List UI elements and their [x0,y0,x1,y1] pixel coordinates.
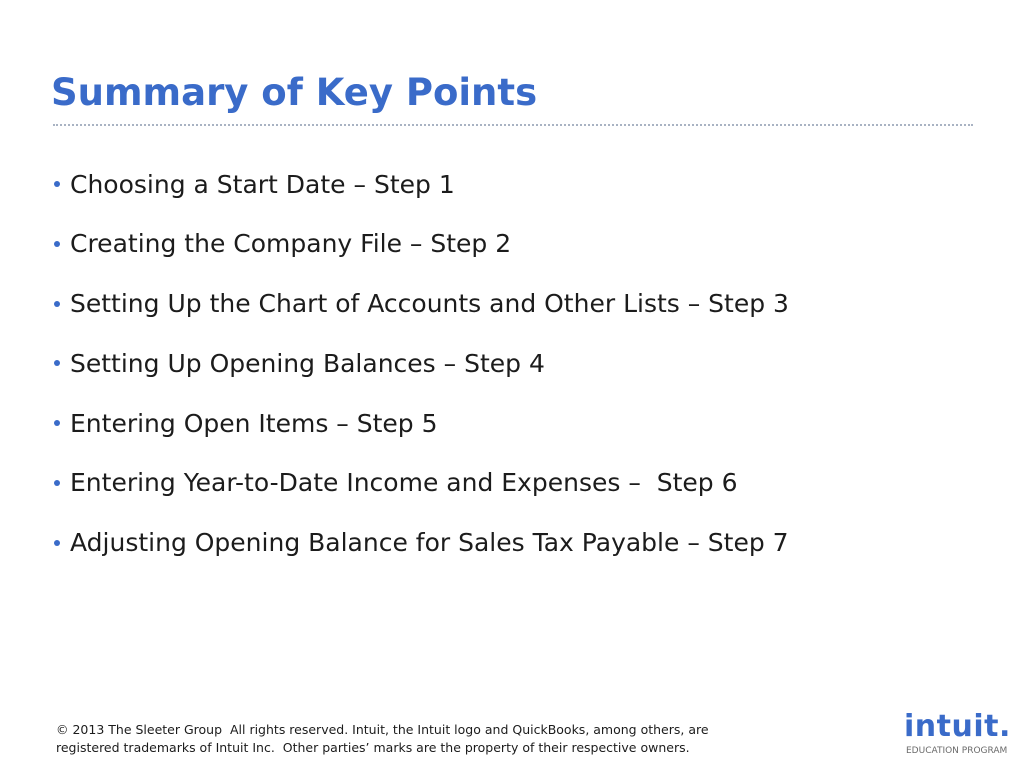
bullet-icon [54,301,60,307]
list-item-text: Entering Open Items – Step 5 [70,408,438,438]
bullet-icon [54,360,60,366]
list-item-text: Choosing a Start Date – Step 1 [70,169,455,199]
list-item [54,403,789,443]
copyright-line-2: registered trademarks of Intuit Inc. Other parties’ marks are the property of their respective owners. [56,740,690,755]
list-item [54,463,789,503]
list-item [54,284,789,324]
bullet-icon [54,480,60,486]
bullet-icon [54,181,60,187]
bullet-icon [54,540,60,546]
copyright-footer [56,721,846,757]
title-divider [53,124,973,126]
list-item-text: Entering Year-to-Date Income and Expenses – Step 6 [70,468,738,498]
list-item [54,224,789,264]
logo-tagline: EDUCATION PROGRAM [906,746,1008,756]
list-item [54,523,789,563]
list-item [54,164,789,204]
slide-title: Summary of Key Points [51,71,538,114]
bullet-icon [54,420,60,426]
list-item-text: Adjusting Opening Balance for Sales Tax Payable – Step 7 [70,528,789,558]
intuit-logo [904,711,1012,761]
key-points-list [54,164,789,583]
list-item [54,343,789,383]
list-item-text: Creating the Company File – Step 2 [70,229,512,259]
list-item-text: Setting Up the Chart of Accounts and Other Lists – Step 3 [70,289,789,319]
copyright-line-1: © 2013 The Sleeter Group All rights reserved. Intuit, the Intuit logo and QuickBooks, among others, are [56,722,709,737]
bullet-icon [54,241,60,247]
logo-wordmark: intuit. [904,709,1011,744]
list-item-text: Setting Up Opening Balances – Step 4 [70,348,545,378]
